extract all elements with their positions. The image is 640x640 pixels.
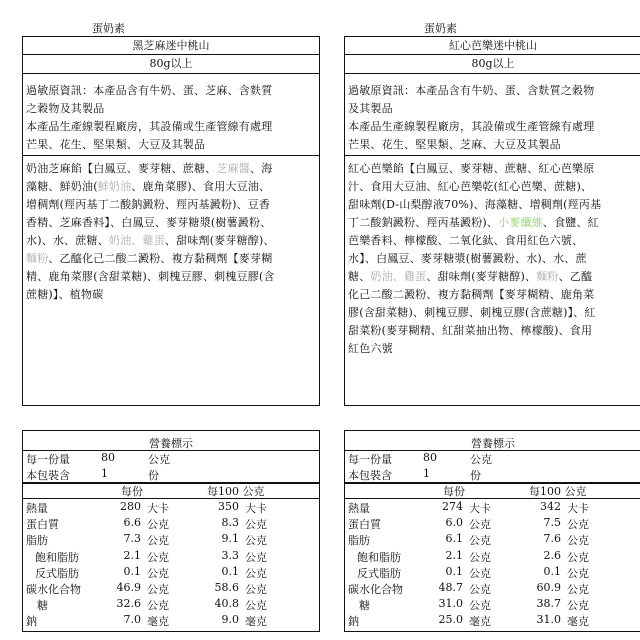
- ingredient-text: 、乙醯化己二酸二澱粉、複方黏稠劑【麥芽糊: [48, 252, 273, 265]
- ingredient-text: 膠(含甜菜糖)、刺槐豆膠、刺槐豆膠(含蔗糖)】、紅: [348, 306, 596, 319]
- ingredient-line: [348, 304, 638, 322]
- per-serving-value: 6.1: [445, 532, 463, 546]
- nutrient-name: 蛋白質: [26, 518, 59, 532]
- per-100g-unit: 公克: [245, 534, 267, 548]
- per-serving-value: 0.1: [445, 564, 463, 578]
- per-100g-value: 60.9: [536, 581, 561, 594]
- ingredient-line: [26, 160, 316, 178]
- nutrition-title: 營養標示: [471, 437, 515, 450]
- nutrient-name: 飽和脂肪: [357, 550, 401, 564]
- per-100g-value: 0.1: [543, 564, 561, 578]
- per-100g-unit: 公克: [567, 550, 589, 564]
- product-spec-box: [344, 36, 640, 406]
- ingredient-line: [348, 322, 638, 340]
- per-100g-unit: 公克: [245, 518, 267, 532]
- per-serving-value: 7.0: [123, 613, 141, 627]
- nutrient-name: 碳水化合物: [348, 583, 403, 596]
- highlighted-ingredient: 小麥纖維: [498, 216, 543, 229]
- ingredient-line: [348, 340, 638, 358]
- nutrient-name: 糖: [37, 599, 48, 613]
- per-serving-unit: 公克: [147, 550, 169, 564]
- nutrient-name: 蛋白質: [348, 518, 381, 532]
- ingredient-text: 奶油芝麻餡【白鳳豆、麥芽糖、蔗糖、: [26, 162, 217, 175]
- ingredient-text: 糖、: [348, 270, 371, 283]
- per-serving-value: 32.6: [116, 597, 141, 611]
- per-100g-unit: 公克: [245, 599, 267, 613]
- per-serving-value: 2.1: [445, 548, 463, 562]
- vegetarian-type: 蛋奶素: [92, 22, 125, 35]
- per-serving-unit: 公克: [147, 518, 169, 532]
- per-serving-value: 31.0: [438, 597, 463, 611]
- per-serving-value: 0.1: [123, 564, 141, 578]
- ingredient-line: [26, 178, 316, 196]
- per-100g-value: 350: [218, 500, 239, 513]
- ingredient-text: 香精、芝麻香料】、白鳳豆、麥芽糖漿(樹薯澱粉、: [26, 216, 272, 229]
- per-100g-unit: 公克: [245, 550, 267, 564]
- column-header-per-serving: 每份: [443, 485, 465, 498]
- nutrient-name: 鈉: [348, 615, 359, 629]
- ingredient-line: [26, 196, 316, 214]
- ingredient-line: [26, 286, 316, 304]
- servings-per-package-label: 本包裝含: [348, 469, 392, 482]
- per-serving-unit: 公克: [147, 534, 169, 548]
- ingredient-text: 、海: [250, 162, 273, 175]
- serving-size-label: 每一份量: [348, 453, 392, 466]
- serving-size-label: 每一份量: [26, 453, 70, 466]
- ingredient-text: 水)、水、蔗糖、: [26, 234, 109, 247]
- per-100g-value: 40.8: [214, 597, 239, 611]
- product-name: 黑芝麻迷中桃山: [23, 37, 319, 55]
- product-name: 紅心芭樂迷中桃山: [345, 37, 640, 55]
- per-serving-unit: 公克: [469, 518, 491, 532]
- ingredient-text: 、甜味劑(麥芽糖醇)、: [164, 234, 275, 247]
- per-100g-unit: 公克: [567, 566, 589, 580]
- per-serving-unit: 公克: [469, 550, 491, 564]
- column-header-per-100g: 每100 公克: [207, 485, 265, 498]
- nutrition-table: [344, 430, 640, 632]
- servings-per-package-value: 1: [101, 467, 108, 480]
- ingredient-text: 精、鹿角菜膠(含甜菜糖)、刺槐豆膠、刺槐豆膠(含: [26, 270, 275, 283]
- per-100g-value: 7.6: [543, 532, 561, 546]
- per-serving-unit: 大卡: [147, 502, 169, 515]
- per-100g-value: 342: [540, 500, 561, 513]
- nutrition-title: 營養標示: [149, 437, 193, 450]
- ingredients-list: [23, 156, 319, 307]
- nutrient-name: 反式脂肪: [35, 566, 79, 580]
- highlighted-ingredient: 麵粉: [26, 252, 49, 265]
- ingredient-line: [348, 178, 638, 196]
- per-100g-value: 7.5: [543, 516, 561, 530]
- ingredient-text: 藻糖、鮮奶油(: [26, 180, 98, 193]
- table-divider: [23, 482, 319, 484]
- nutrient-name: 脂肪: [26, 534, 48, 548]
- ingredient-line: [26, 232, 316, 250]
- column-header-per-100g: 每100 公克: [529, 485, 587, 498]
- column-header-per-serving: 每份: [121, 485, 143, 498]
- per-100g-unit: 公克: [245, 583, 267, 596]
- highlighted-ingredient: 芝麻醬: [216, 162, 251, 175]
- ingredient-line: [26, 250, 316, 268]
- per-100g-value: 38.7: [536, 597, 561, 611]
- product-weight: 80g以上: [345, 55, 640, 74]
- ingredient-text: 紅心芭樂餡【白鳳豆、麥芽糖、蔗糖、紅心芭樂原: [348, 162, 595, 175]
- ingredient-line: [348, 214, 638, 232]
- per-serving-unit: 公克: [147, 583, 169, 596]
- ingredient-text: 丁二酸鈉澱粉、羥丙基澱粉)、: [348, 216, 499, 229]
- servings-per-package-unit: 份: [470, 469, 481, 482]
- ingredient-line: [348, 286, 638, 304]
- per-100g-unit: 公克: [567, 583, 589, 596]
- nutrient-name: 鈉: [26, 615, 37, 629]
- per-serving-unit: 公克: [147, 566, 169, 580]
- ingredient-line: [26, 214, 316, 232]
- per-serving-value: 280: [120, 500, 141, 513]
- per-serving-unit: 毫克: [469, 615, 491, 629]
- ingredient-line: [348, 268, 638, 286]
- per-100g-value: 58.6: [214, 581, 239, 594]
- allergen-line: 芒果、花生、堅果類、大豆及其製品: [26, 138, 206, 151]
- table-divider: [23, 498, 319, 499]
- table-divider: [345, 482, 640, 484]
- nutrient-name: 反式脂肪: [357, 566, 401, 580]
- servings-per-package-unit: 份: [148, 469, 159, 482]
- product-spec-box: [22, 36, 320, 406]
- ingredient-line: [348, 196, 638, 214]
- ingredient-text: 甜菜粉(麥芽糊精、紅甜菜抽出物、檸檬酸)、食用: [348, 324, 593, 337]
- per-serving-value: 6.6: [123, 516, 141, 530]
- ingredient-text: 、鹿角菜膠)、食用大豆油、: [131, 180, 271, 193]
- per-serving-value: 7.3: [123, 532, 141, 546]
- servings-per-package-label: 本包裝含: [26, 469, 70, 482]
- per-serving-value: 25.0: [438, 613, 463, 627]
- servings-per-package-value: 1: [423, 467, 430, 480]
- ingredient-text: 、食鹽、紅: [542, 216, 599, 229]
- nutrient-name: 脂肪: [348, 534, 370, 548]
- highlighted-ingredient: 鮮奶油: [97, 180, 132, 193]
- per-100g-value: 31.0: [536, 613, 561, 627]
- allergen-line: 及其製品: [348, 102, 393, 115]
- serving-size-value: 80: [101, 451, 115, 464]
- ingredient-line: [348, 232, 638, 250]
- nutrient-name: 糖: [359, 599, 370, 613]
- table-divider: [345, 498, 640, 499]
- per-100g-unit: 公克: [245, 566, 267, 580]
- allergen-line: 本產品生產線製程廠房，其設備或生產管線有處理: [348, 120, 595, 133]
- per-serving-unit: 公克: [147, 599, 169, 613]
- per-100g-value: 9.0: [221, 613, 239, 627]
- nutrient-name: 飽和脂肪: [35, 550, 79, 564]
- per-serving-unit: 公克: [469, 599, 491, 613]
- allergen-info: [23, 74, 319, 156]
- allergen-info: [345, 74, 640, 156]
- ingredient-text: 蔗糖)】、植物碳: [26, 288, 104, 301]
- nutrient-name: 熱量: [26, 502, 48, 515]
- nutrient-name: 熱量: [348, 502, 370, 515]
- ingredient-line: [348, 250, 638, 268]
- ingredient-text: 甜味劑(D-山梨醇液70%)、海藻糖、增稠劑(羥丙基: [348, 198, 602, 211]
- ingredient-text: 、乙醯: [558, 270, 593, 283]
- highlighted-ingredient: 奶油、雞蛋: [108, 234, 165, 247]
- per-100g-unit: 毫克: [567, 615, 589, 629]
- per-serving-unit: 公克: [469, 534, 491, 548]
- allergen-line: 過敏原資訊：本產品含有牛奶、蛋、含麩質之穀物: [348, 84, 595, 97]
- per-serving-value: 48.7: [438, 581, 463, 594]
- serving-size-unit: 公克: [470, 453, 492, 466]
- per-100g-unit: 大卡: [567, 502, 589, 515]
- per-serving-unit: 公克: [469, 583, 491, 596]
- allergen-line: 過敏原資訊：本產品含有牛奶、蛋、芝麻、含麩質: [26, 84, 273, 97]
- per-100g-value: 8.3: [221, 516, 239, 530]
- ingredient-text: 芭樂香料、檸檬酸、二氧化鈦、食用紅色六號、: [348, 234, 584, 247]
- per-serving-value: 46.9: [116, 581, 141, 594]
- per-100g-unit: 公克: [567, 534, 589, 548]
- ingredient-text: 水】、白鳳豆、麥芽糖漿(樹薯澱粉、水)、水、蔗: [348, 252, 587, 265]
- ingredient-text: 增稠劑(羥丙基丁二酸鈉澱粉、羥丙基澱粉)、豆香: [26, 198, 271, 211]
- per-100g-value: 2.6: [543, 548, 561, 562]
- per-100g-value: 3.3: [221, 548, 239, 562]
- highlighted-ingredient: 麵粉: [536, 270, 559, 283]
- per-100g-unit: 大卡: [245, 502, 267, 515]
- per-serving-value: 6.0: [445, 516, 463, 530]
- serving-size-unit: 公克: [148, 453, 170, 466]
- per-100g-value: 0.1: [221, 564, 239, 578]
- allergen-line: 之穀物及其製品: [26, 102, 105, 115]
- serving-size-value: 80: [423, 451, 437, 464]
- per-100g-value: 9.1: [221, 532, 239, 546]
- per-serving-unit: 公克: [469, 566, 491, 580]
- nutrition-table: [22, 430, 320, 632]
- ingredient-text: 、甜味劑(麥芽糖醇)、: [426, 270, 537, 283]
- per-serving-value: 2.1: [123, 548, 141, 562]
- ingredient-line: [348, 160, 638, 178]
- ingredient-text: 紅色六號: [348, 342, 393, 355]
- per-100g-unit: 公克: [567, 599, 589, 613]
- ingredient-line: [26, 268, 316, 286]
- nutrient-name: 碳水化合物: [26, 583, 81, 596]
- per-serving-value: 274: [442, 500, 463, 513]
- allergen-line: 本產品生產線製程廠房，其設備或生產管線有處理: [26, 120, 273, 133]
- ingredient-text: 化己二酸二澱粉、複方黏稠劑【麥芽糊精、鹿角菜: [348, 288, 595, 301]
- ingredients-list: [345, 156, 640, 361]
- allergen-line: 芒果、花生、堅果類、芝麻、大豆及其製品: [348, 138, 561, 151]
- product-weight: 80g以上: [23, 55, 319, 74]
- ingredient-text: 汁、食用大豆油、紅心芭樂乾(紅心芭樂、蔗糖)、: [348, 180, 593, 193]
- per-100g-unit: 毫克: [245, 615, 267, 629]
- highlighted-ingredient: 奶油、雞蛋: [370, 270, 427, 283]
- per-100g-unit: 公克: [567, 518, 589, 532]
- per-serving-unit: 毫克: [147, 615, 169, 629]
- per-serving-unit: 大卡: [469, 502, 491, 515]
- vegetarian-type: 蛋奶素: [424, 22, 457, 35]
